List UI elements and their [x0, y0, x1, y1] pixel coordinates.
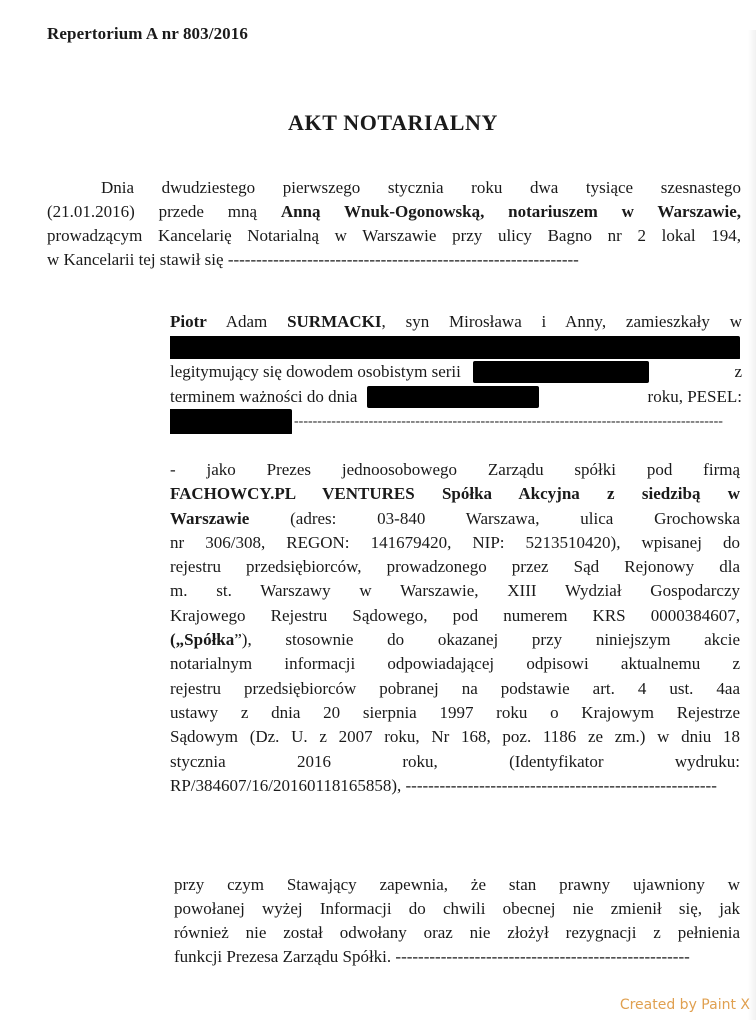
dash-filler: --------------------------------------------------------------------------------------------	[294, 414, 723, 429]
capacity-paragraph	[170, 458, 740, 798]
redacted-address	[170, 336, 740, 359]
capacity-line-9: notarialnym informacji odpowiadającej odpisowi aktualnemu z	[170, 654, 740, 674]
capacity-line-5: rejestru przedsiębiorców, prowadzonego przez Sąd Rejonowy dla	[170, 557, 740, 577]
dash-filler: ----------------------------------------------------	[395, 947, 690, 966]
closing-paragraph	[174, 873, 740, 969]
pesel-label: roku, PESEL:	[647, 387, 742, 406]
company-seat: Warszawie	[170, 508, 250, 528]
closing-end-text: funkcji Prezesa Zarządu Spółki.	[174, 947, 392, 966]
dash-filler: --------------------------------------------------------------	[227, 250, 579, 269]
quote-open: („	[170, 630, 185, 650]
company-defined-term: Spółka	[184, 630, 235, 650]
company-name: FACHOWCY.PL VENTURES Spółka Akcyjna z siedzibą w	[170, 484, 740, 504]
closing-line-3: również nie został odwołany oraz nie złożył rezygnacji z pełnienia	[174, 923, 740, 942]
repertorium-number: Repertorium A nr 803/2016	[47, 24, 248, 43]
capacity-line-8-rest: ”), stosownie do okazanej przy niniejszym akcie	[234, 630, 740, 650]
capacity-line-1: - jako Prezes jednoosobowego Zarządu spółki pod firmą	[170, 460, 740, 479]
capacity-line-2	[170, 482, 740, 506]
intro-line-1: Dnia dwudziestego pierwszego stycznia roku dwa tysiące szesnastego	[101, 178, 741, 197]
printout-id: RP/384607/16/20160118165858),	[170, 775, 402, 795]
closing-line-4	[174, 945, 740, 969]
document-title: AKT NOTARIALNY	[288, 110, 498, 135]
party-middle-name: Adam	[206, 312, 288, 331]
party-parents-text: , syn Mirosława i Anny, zamieszkały w	[381, 312, 742, 331]
capacity-line-10: rejestru przedsiębiorców pobranej na podstawie art. 4 ust. 4aa	[170, 678, 740, 698]
party-line-3	[170, 359, 742, 384]
dash-filler: -------------------------------------------------------	[405, 775, 717, 795]
validity-text: terminem ważności do dnia	[170, 387, 358, 406]
company-address: (adres: 03-840 Warszawa, ulica Grochowska	[249, 508, 740, 528]
appearing-party-paragraph	[170, 309, 742, 434]
party-surname: SURMACKI	[287, 312, 382, 331]
intro-line-3: prowadzącym Kancelarię Notarialną w Warszawie przy ulicy Bagno nr 2 lokal 194,	[47, 226, 741, 245]
watermark-text: Created by Paint X	[619, 997, 750, 1013]
intro-appeared-text: w Kancelarii tej stawił się	[47, 250, 224, 269]
intro-date-text: (21.01.2016) przede mną	[47, 202, 281, 221]
capacity-line-4: nr 306/308, REGON: 141679420, NIP: 5213510420), wpisanej do	[170, 532, 740, 552]
notary-name: Anną Wnuk-Ogonowską, notariuszem w Warszawie,	[280, 202, 741, 221]
capacity-line-3	[170, 507, 740, 531]
intro-paragraph	[47, 176, 741, 272]
party-line-2	[170, 334, 742, 359]
capacity-line-11: ustawy z dnia 20 sierpnia 1997 roku o Krajowym Rejestrze	[170, 702, 740, 722]
scan-edge-shadow	[748, 30, 756, 1020]
capacity-line-6: m. st. Warszawy w Warszawie, XIII Wydział Gospodarczy	[170, 581, 740, 601]
capacity-line-8	[170, 628, 740, 652]
capacity-line-7: Krajowego Rejestru Sądowego, pod numerem KRS 0000384607,	[170, 605, 740, 625]
capacity-line-12: Sądowym (Dz. U. z 2007 roku, Nr 168, poz. 1186 ze zm.) w dniu 18	[170, 727, 740, 747]
closing-line-1: przy czym Stawający zapewnia, że stan prawny ujawniony w	[174, 875, 740, 894]
party-first-name: Piotr	[170, 312, 207, 331]
capacity-line-14	[170, 774, 740, 798]
intro-line-2	[47, 200, 741, 224]
intro-line-4	[47, 248, 741, 272]
closing-line-2: powołanej wyżej Informacji do chwili obecnej nie zmienił się, jak	[174, 899, 740, 918]
id-card-text: legitymujący się dowodem osobistym serii	[170, 362, 461, 381]
party-line-4	[170, 384, 742, 409]
id-card-z: z	[734, 362, 742, 381]
redacted-id-series	[473, 361, 649, 383]
capacity-line-13: stycznia 2016 roku, (Identyfikator wydruku:	[170, 751, 740, 771]
redacted-validity-date	[367, 386, 539, 408]
party-line-1	[170, 309, 742, 334]
party-line-5	[170, 409, 742, 434]
redacted-pesel	[170, 409, 292, 434]
